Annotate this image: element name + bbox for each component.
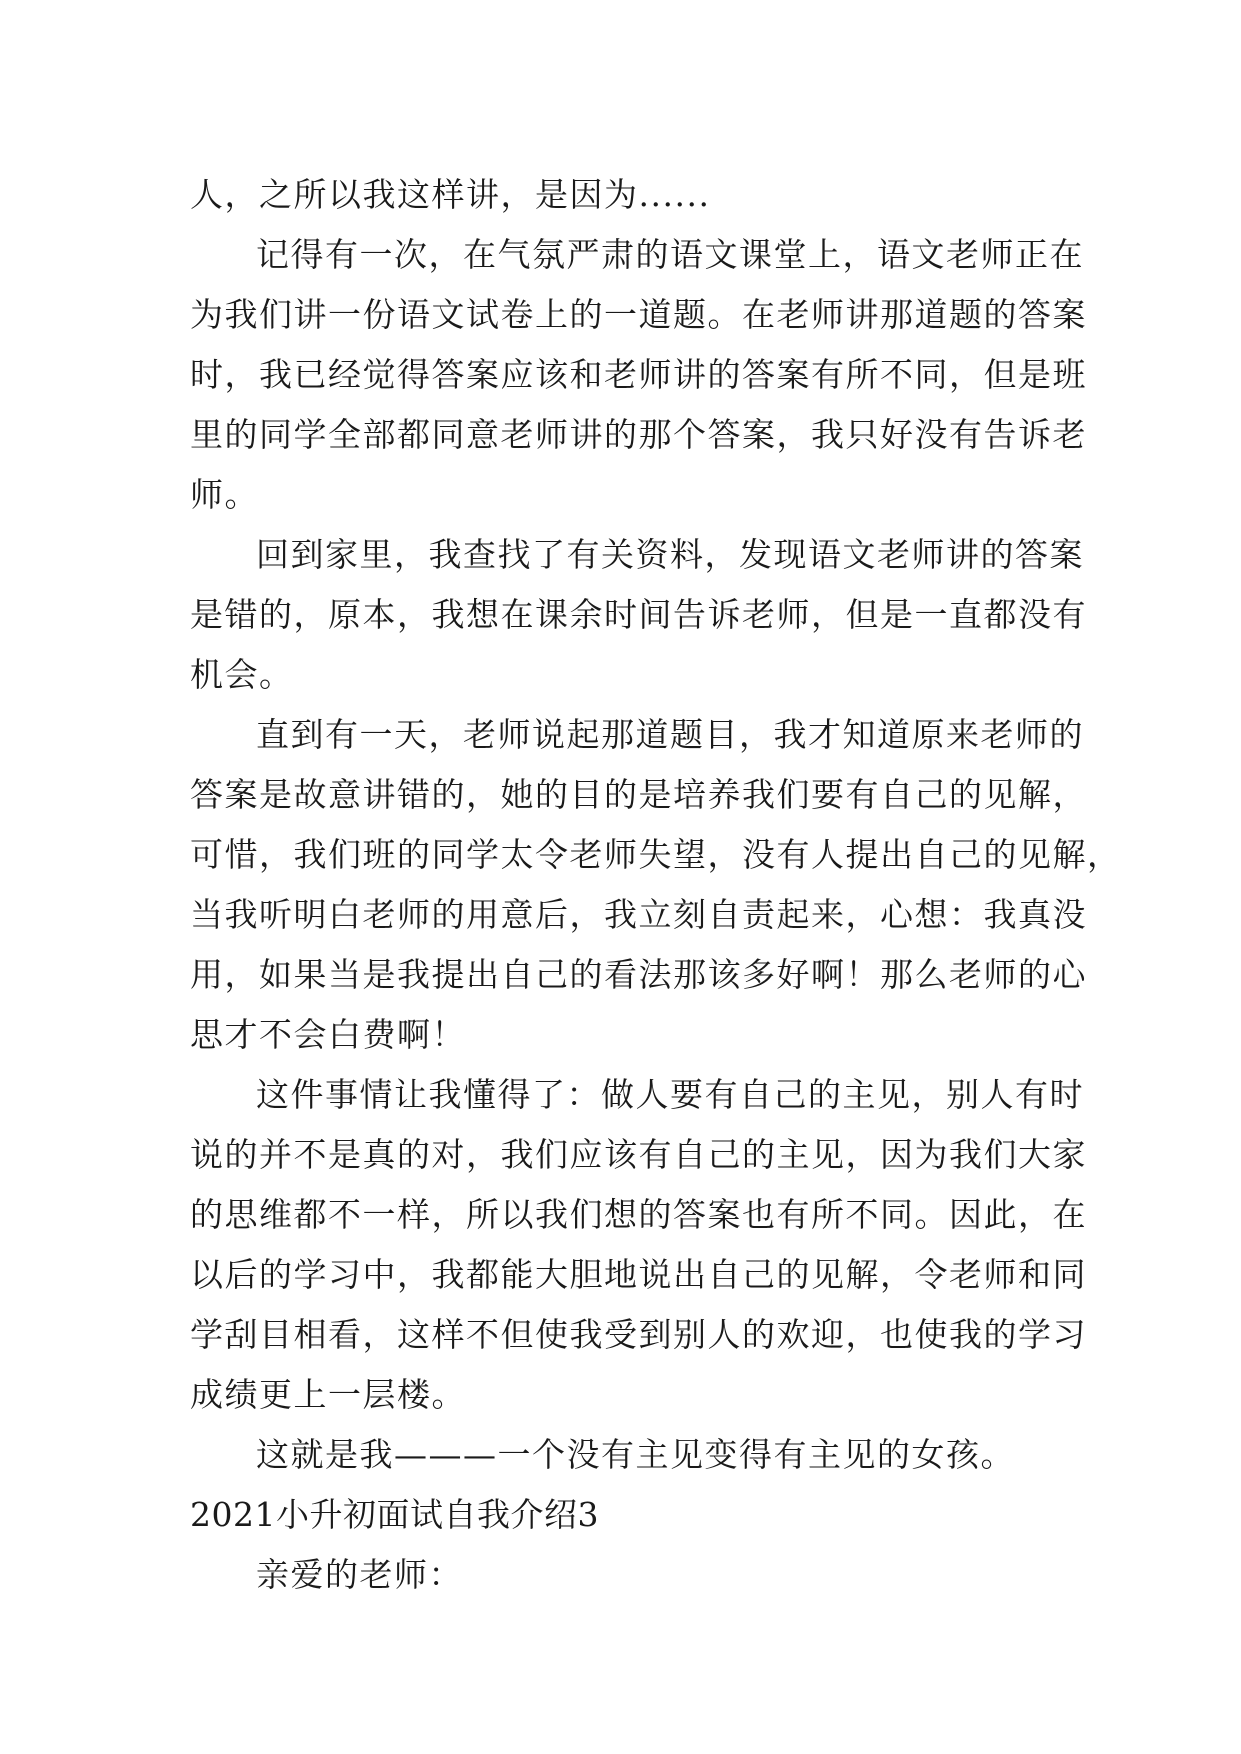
text-line: 思才不会白费啊！ <box>190 1015 466 1054</box>
document-body <box>190 165 1122 1605</box>
text-line: 的思维都不一样，所以我们想的答案也有所不同。因此，在 <box>190 1195 1087 1234</box>
text-line: 为我们讲一份语文试卷上的一道题。在老师讲那道题的答案 <box>190 295 1087 334</box>
paragraph-first-line: 直到有一天，老师说起那道题目，我才知道原来老师的 <box>256 715 1084 754</box>
paragraph-first-line: 这就是我———一个没有主见变得有主见的女孩。 <box>256 1435 1015 1474</box>
text-line: 是错的，原本，我想在课余时间告诉老师，但是一直都没有 <box>190 595 1087 634</box>
paragraph-first-line: 这件事情让我懂得了：做人要有自己的主见，别人有时 <box>256 1075 1084 1114</box>
text-line: 师。 <box>190 475 259 514</box>
text-line: 当我听明白老师的用意后，我立刻自责起来，心想：我真没 <box>190 895 1087 934</box>
text-line: 学刮目相看，这样不但使我受到别人的欢迎，也使我的学习 <box>190 1315 1087 1354</box>
text-line: 时，我已经觉得答案应该和老师讲的答案有所不同，但是班 <box>190 355 1087 394</box>
text-line: 机会。 <box>190 655 294 694</box>
text-line: 以后的学习中，我都能大胆地说出自己的见解，令老师和同 <box>190 1255 1087 1294</box>
section-heading: 2021小升初面试自我介绍3 <box>190 1495 599 1534</box>
text-line: 说的并不是真的对，我们应该有自己的主见，因为我们大家 <box>190 1135 1087 1174</box>
text-line: 可惜，我们班的同学太令老师失望，没有人提出自己的见解， <box>190 835 1122 874</box>
text-line: 里的同学全部都同意老师讲的那个答案，我只好没有告诉老 <box>190 415 1087 454</box>
paragraph-first-line: 记得有一次，在气氛严肃的语文课堂上，语文老师正在 <box>256 235 1084 274</box>
salutation-line: 亲爱的老师： <box>256 1555 463 1594</box>
text-line: 成绩更上一层楼。 <box>190 1375 466 1414</box>
text-line: 人，之所以我这样讲，是因为...... <box>190 175 711 214</box>
text-line: 用，如果当是我提出自己的看法那该多好啊！那么老师的心 <box>190 955 1087 994</box>
text-line: 答案是故意讲错的，她的目的是培养我们要有自己的见解， <box>190 775 1087 814</box>
paragraph-first-line: 回到家里，我查找了有关资料，发现语文老师讲的答案 <box>256 535 1084 574</box>
